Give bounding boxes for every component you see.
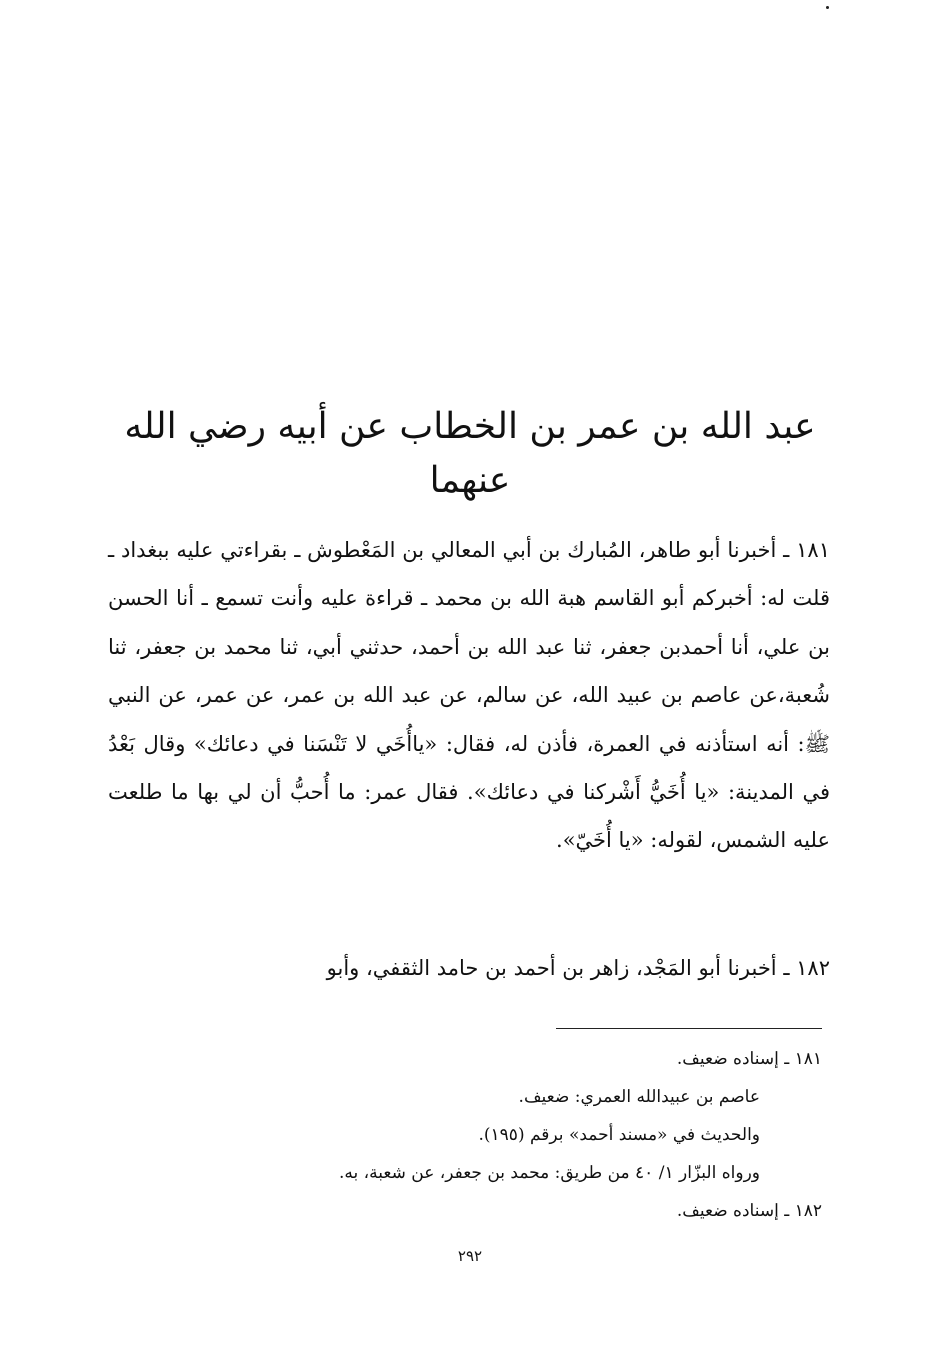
footnote-181-title: ١٨١ ـ إسناده ضعيف. (676, 1049, 822, 1069)
page-number: ٢٩٢ (457, 1247, 483, 1265)
footnote-181-line: والحديث في «مسند أحمد» برقم (١٩٥). (478, 1125, 760, 1145)
footnote-182-title: ١٨٢ ـ إسناده ضعيف. (676, 1201, 822, 1221)
chapter-heading-line-2: عنهما (429, 460, 511, 502)
footnotes (200, 1040, 822, 1230)
footnote-181-line: عاصم بن عبيدالله العمري: ضعيف. (518, 1087, 760, 1107)
hadith-181-paragraph: ١٨١ ـ أخبرنا أبو طاهر، المُبارك بن أبي المعالي بن المَعْطوش ـ بقراءتي عليه ببغداد ـ قلت له: أخبركم أبو القاسم هبة الله بن محمد ـ قراءة عليه وأنت تسمع ـ أنا الحسن بن علي، أنا أحمدبن جعفر، ثنا عبد الله بن أحمد، حدثني أبي، ثنا محمد بن جعفر، ثنا شُعبة،عن عاصم بن عبيد الله، عن سالم، عن عبد الله بن عمر، عن عمر، عن النبي ﷺ: أنه استأذنه في العمرة، فأذن له، فقال: «ياأُخَي لا تَنْسَنا في دعائك» وقال بَعْدُ في المدينة: «يا أُخَيُّ أَشْركنا في دعائك». فقال عمر: ما أُحبُّ أن لي بها ما طلعت عليه الشمس، لقوله: «يا أُخَيّ». (108, 538, 830, 853)
chapter-heading (100, 400, 840, 508)
scan-speck (826, 6, 829, 9)
hadith-182-paragraph: ١٨٢ ـ أخبرنا أبو المَجْد، زاهر بن أحمد بن حامد الثقفي، وأبو (326, 956, 830, 980)
footnote-separator (556, 1028, 822, 1029)
chapter-heading-line-1: عبد الله بن عمر بن الخطاب عن أبيه رضي الله (124, 406, 816, 448)
footnote-181-line: ورواه البزّار ١/ ٤٠ من طريق: محمد بن جعفر، عن شعبة، به. (339, 1163, 760, 1183)
